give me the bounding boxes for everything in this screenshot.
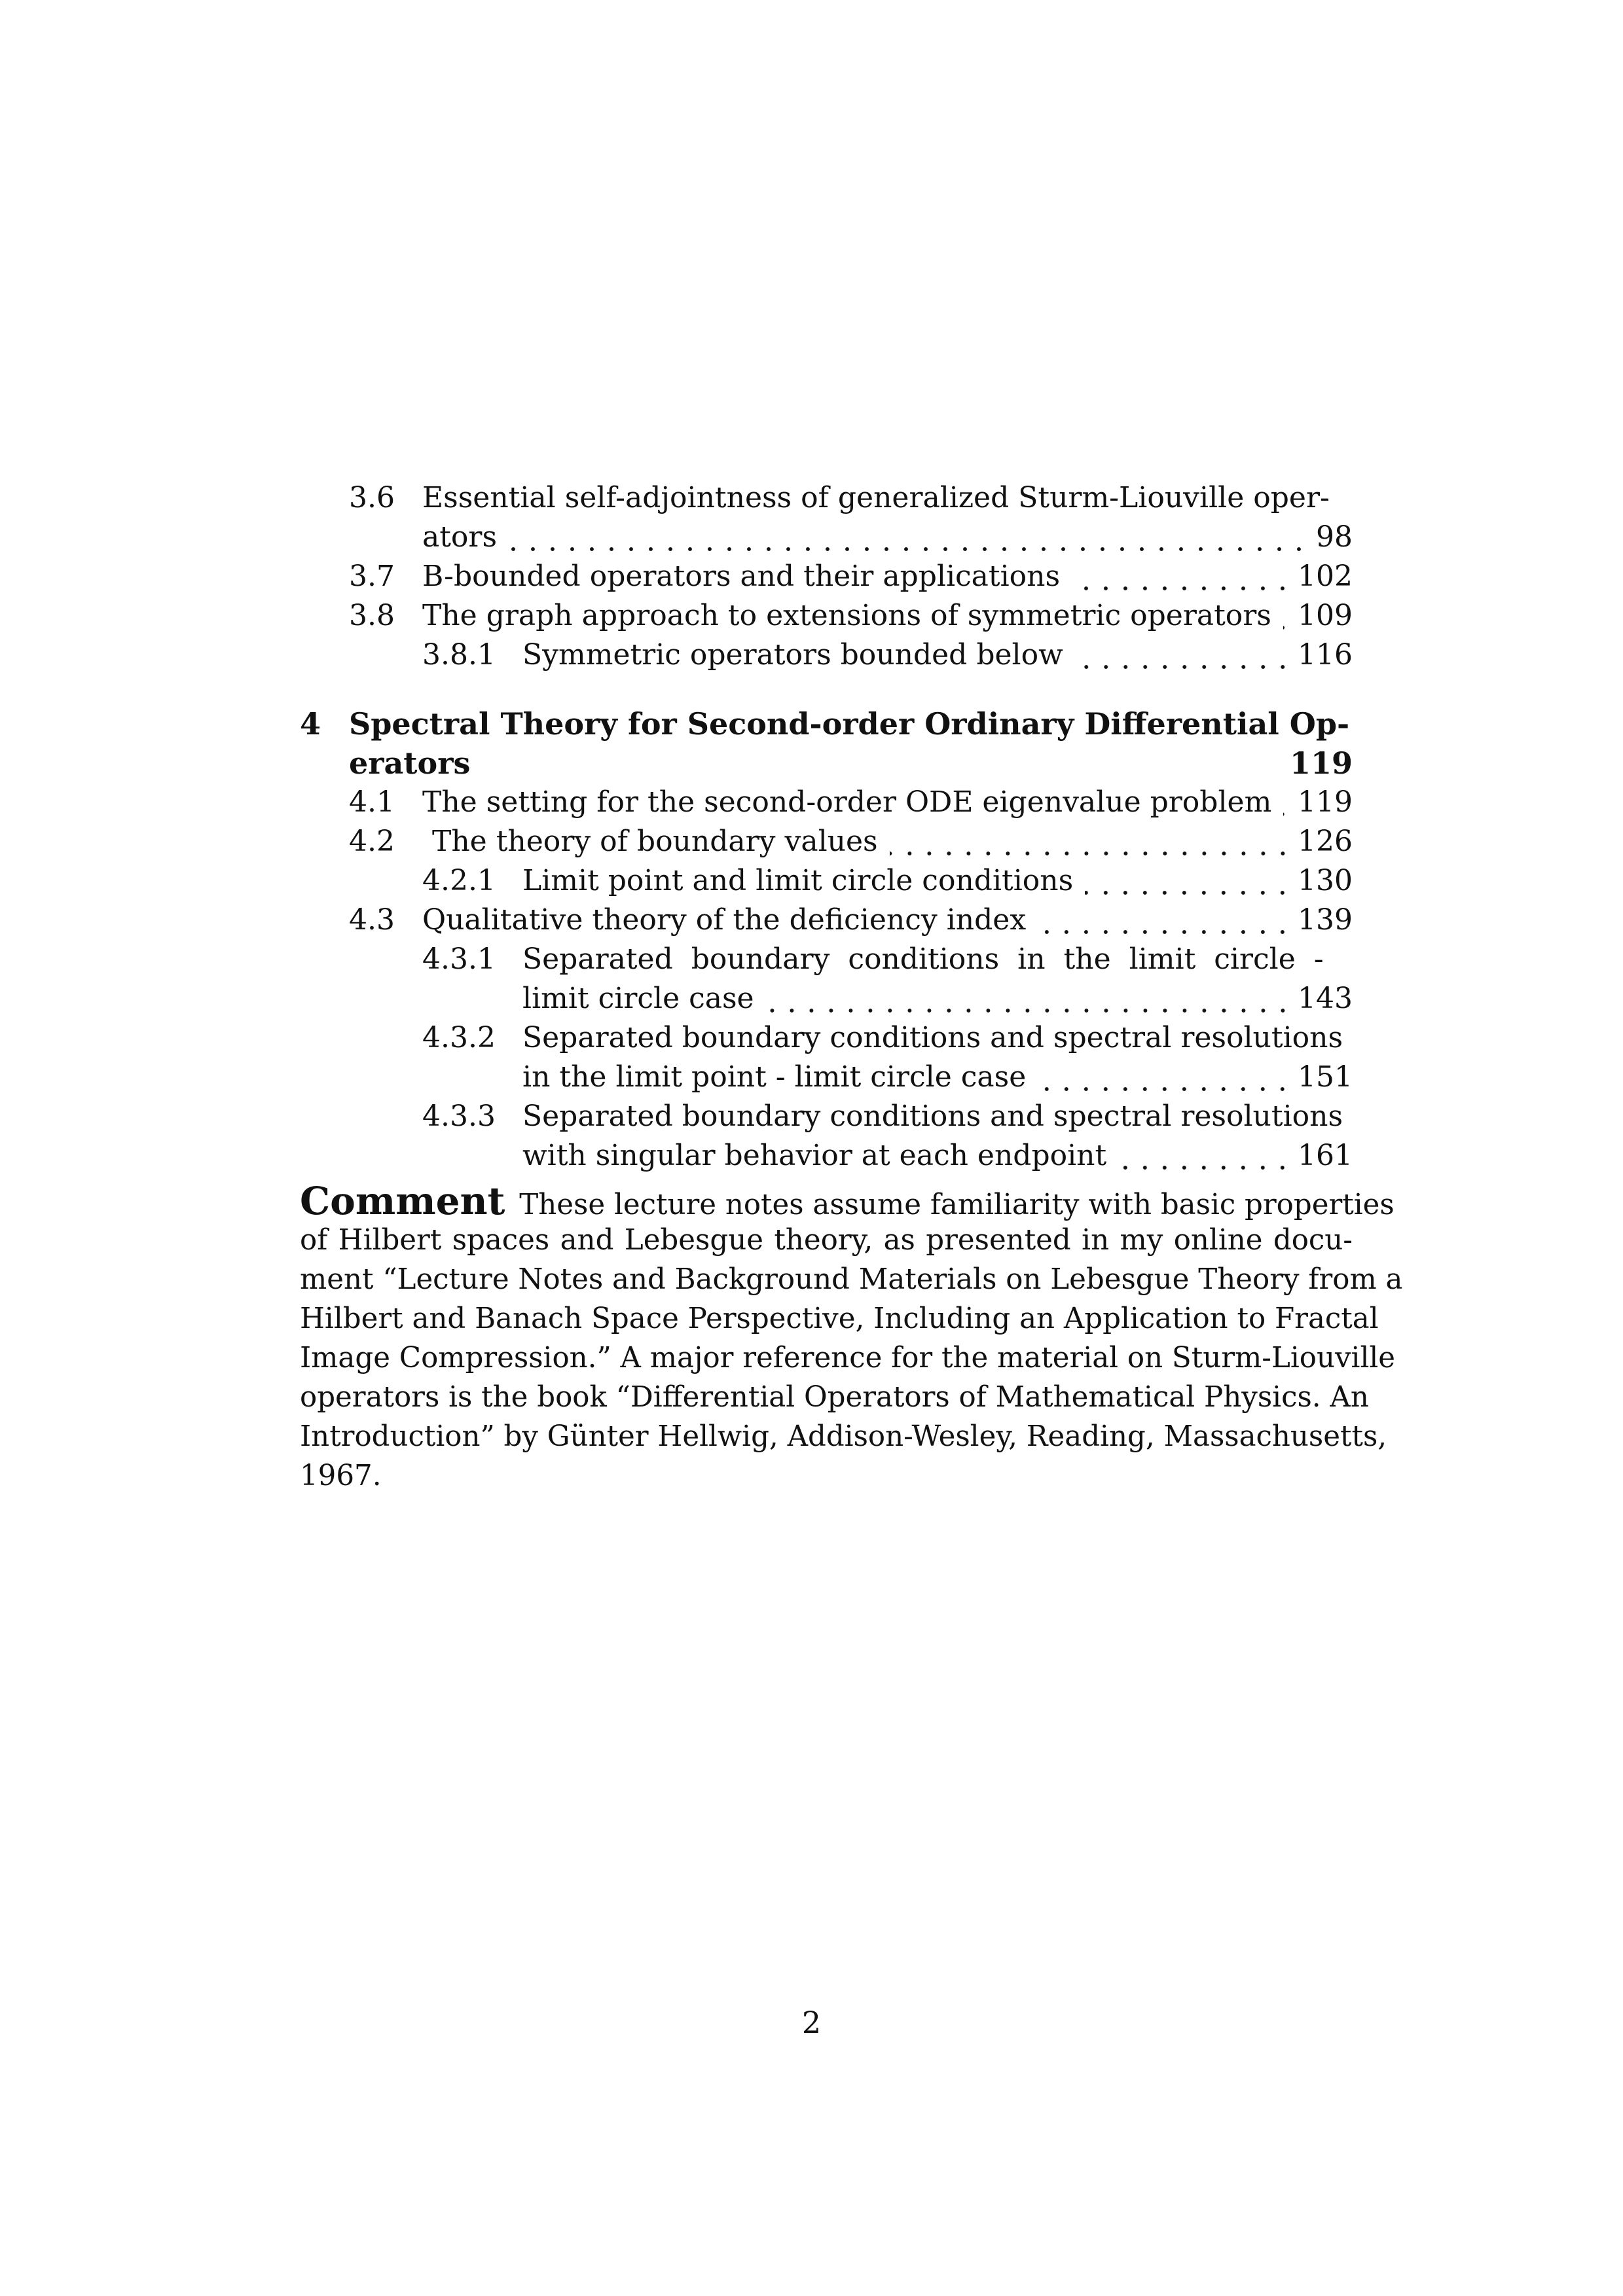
toc-page: 102	[1298, 560, 1353, 593]
toc-page: 116	[1298, 638, 1353, 672]
toc-leader	[422, 518, 1313, 557]
toc-title-line2: limit circle case	[522, 979, 766, 1018]
leader-dots	[509, 518, 1304, 557]
leader-dots	[1085, 861, 1287, 901]
toc-number: 4.3.3	[422, 1100, 496, 1133]
chapter-title-line2: erators	[349, 745, 471, 781]
toc-title: The graph approach to extensions of symmetric operators	[422, 596, 1283, 636]
toc-title: B-bounded operators and their applications	[422, 557, 1072, 596]
toc-number: 4.2	[349, 825, 395, 858]
comment-heading: Comment	[300, 1179, 505, 1223]
toc-page: 130	[1298, 864, 1353, 897]
toc-page: 143	[1298, 982, 1353, 1015]
toc-title-line2: with singular behavior at each endpoint	[522, 1136, 1118, 1175]
leader-dots	[890, 822, 1287, 861]
leader-dots	[766, 979, 1287, 1018]
comment-line: Image Compression.” A major reference for the material on Sturm-Liouville	[300, 1342, 1396, 1374]
toc-leader	[422, 596, 1296, 636]
leader-dots	[1072, 557, 1287, 596]
toc-leader	[522, 1058, 1296, 1097]
toc-title-line2: in the limit point - limit circle case	[522, 1058, 1038, 1097]
comment-line: Hilbert and Banach Space Perspective, Including an Application to Fractal	[300, 1302, 1379, 1335]
chapter-title-line1: Spectral Theory for Second-order Ordinary Differential Op-	[349, 706, 1350, 742]
toc-number: 3.7	[349, 560, 395, 593]
toc-number: 3.8	[349, 599, 395, 632]
toc-number: 4.2.1	[422, 864, 496, 897]
toc-page: 139	[1298, 903, 1353, 937]
toc-title: Symmetric operators bounded below	[522, 636, 1075, 675]
comment-line: of Hilbert spaces and Lebesgue theory, as presented in my online docu-	[300, 1224, 1353, 1257]
comment-line: 1967.	[300, 1460, 382, 1492]
comment-line: Comment These lecture notes assume familiarity with basic properties	[300, 1179, 1395, 1223]
comment-paragraph	[300, 1179, 1403, 1496]
page-number: 2	[801, 2005, 822, 2040]
toc-number: 4.1	[349, 785, 395, 819]
toc-leader	[422, 557, 1296, 596]
toc-title-line1: Separated boundary conditions and spectral resolutions	[522, 1100, 1343, 1133]
toc-leader	[522, 1136, 1296, 1175]
toc-page: 109	[1298, 599, 1353, 632]
toc-title-line1: Essential self-adjointness of generalized Sturm-Liouville oper-	[422, 481, 1330, 514]
comment-line: operators is the book “Differential Operators of Mathematical Physics. An	[300, 1381, 1369, 1414]
toc-title: Limit point and limit circle conditions	[522, 861, 1085, 901]
leader-dots	[1075, 636, 1287, 675]
toc-leader	[522, 636, 1296, 675]
toc-title: Qualitative theory of the deficiency index	[422, 901, 1038, 940]
toc-title: The setting for the second-order ODE eigenvalue problem	[422, 783, 1283, 822]
toc-title-line1: Separated boundary conditions in the limit circle -	[522, 942, 1324, 976]
toc-page: 126	[1298, 825, 1353, 858]
toc-page: 98	[1316, 520, 1353, 554]
toc-title-line2: ators	[422, 518, 509, 557]
leader-dots	[1283, 783, 1287, 822]
chapter-page: 119	[1289, 745, 1353, 781]
toc-title-line1: Separated boundary conditions and spectral resolutions	[522, 1021, 1343, 1054]
toc-number: 4.3.2	[422, 1021, 496, 1054]
leader-dots	[1283, 596, 1287, 636]
toc-number: 4.3	[349, 903, 395, 937]
toc-leader	[422, 783, 1296, 822]
toc-leader	[522, 861, 1296, 901]
toc-page: 151	[1298, 1060, 1353, 1094]
leader-dots	[1038, 901, 1287, 940]
toc-number: 3.8.1	[422, 638, 496, 672]
chapter-number: 4	[300, 706, 321, 742]
toc-page: 119	[1298, 785, 1353, 819]
comment-line: Introduction” by Günter Hellwig, Addison-Wesley, Reading, Massachusetts,	[300, 1420, 1387, 1453]
leader-dots	[1118, 1136, 1287, 1175]
toc-leader	[432, 822, 1296, 861]
toc-page: 161	[1298, 1139, 1353, 1172]
toc-title: The theory of boundary values	[432, 822, 890, 861]
comment-line: ment “Lecture Notes and Background Materials on Lebesgue Theory from a	[300, 1263, 1403, 1296]
toc-number: 3.6	[349, 481, 395, 514]
toc-leader	[422, 901, 1296, 940]
leader-dots	[1038, 1058, 1287, 1097]
toc-leader	[522, 979, 1296, 1018]
toc-number: 4.3.1	[422, 942, 496, 976]
